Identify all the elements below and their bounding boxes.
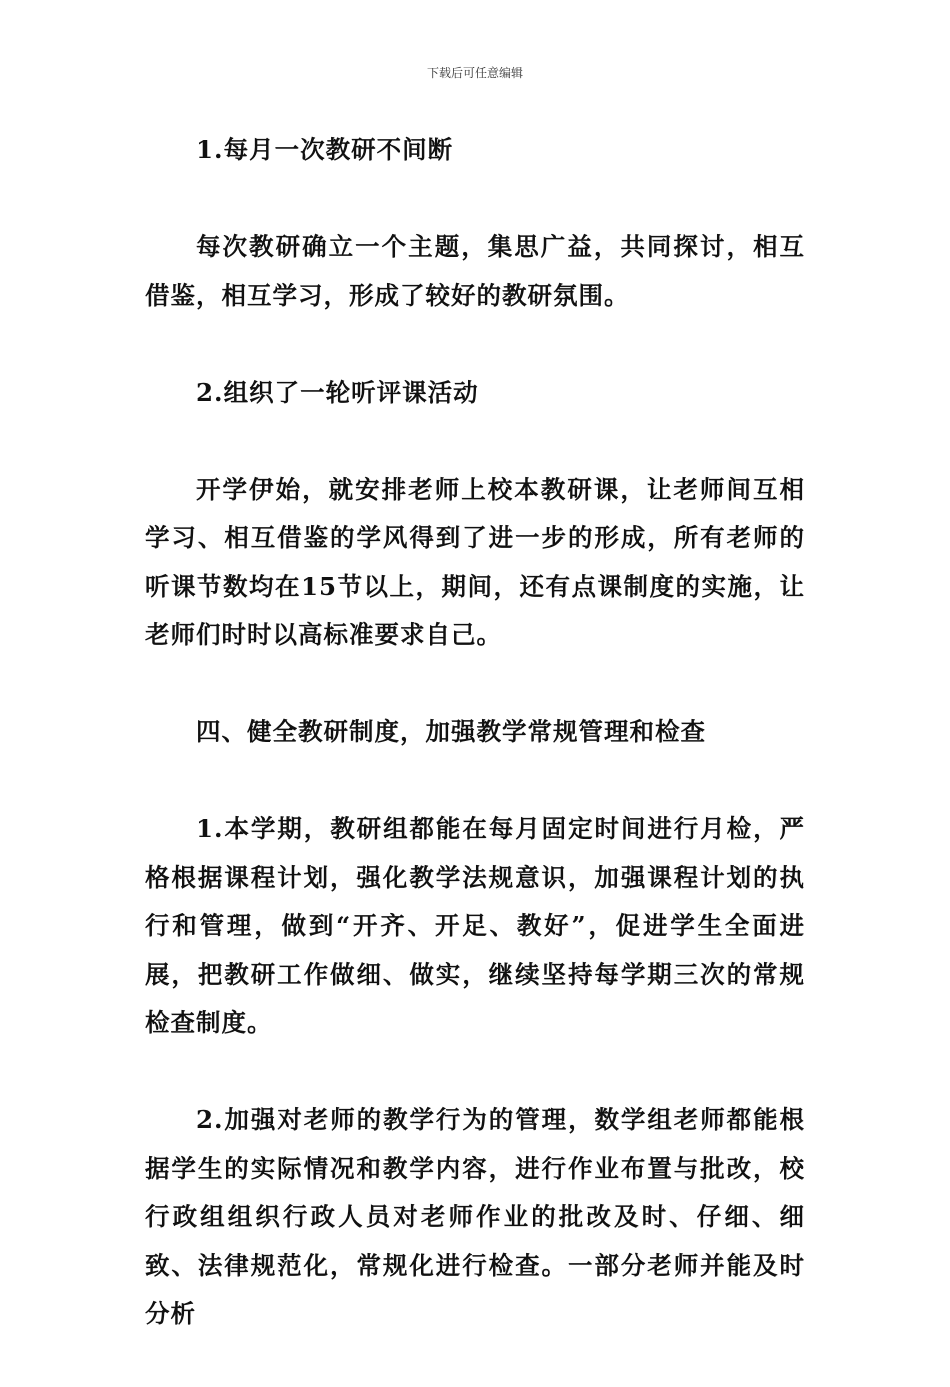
paragraph-research-theme: 每次教研确立一个主题，集思广益，共同探讨，相互借鉴，相互学习，形成了较好的教研氛围。	[145, 232, 805, 310]
section-heading-lesson-evaluation: 2.组织了一轮听评课活动	[196, 377, 479, 407]
paragraph-monthly-inspection: 1.本学期，教研组都能在每月固定时间进行月检，严格根据课程计划，强化教学法规意识，加强课程计划的执行和管理，做到“开齐、开足、教好”，促进学生全面进展，把教研工作做细、做实，继续坚持每学期三次的常规检查制度。	[145, 814, 805, 1037]
section-heading-monthly-research: 1.每月一次教研不间断	[196, 135, 454, 164]
section-heading-research-system: 四、健全教研制度，加强教学常规管理和检查	[196, 717, 706, 746]
paragraph-lesson-observation: 开学伊始，就安排老师上校本教研课，让老师间互相学习、相互借鉴的学风得到了进一步的形成，所有老师的听课节数均在15节以上，期间，还有点课制度的实施，让老师们时时以高标准要求自己。	[145, 474, 805, 649]
paragraph-teaching-management: 2.加强对老师的教学行为的管理，数学组老师都能根据学生的实际情况和教学内容，进行作业布置与批改，校行政组组织行政人员对老师作业的批改及时、仔细、细致、法律规范化，常规化进行检查。一部分老师并能及时分析	[145, 1105, 805, 1328]
page-header: 下载后可任意编辑	[426, 66, 523, 80]
document-body	[145, 126, 805, 1387]
